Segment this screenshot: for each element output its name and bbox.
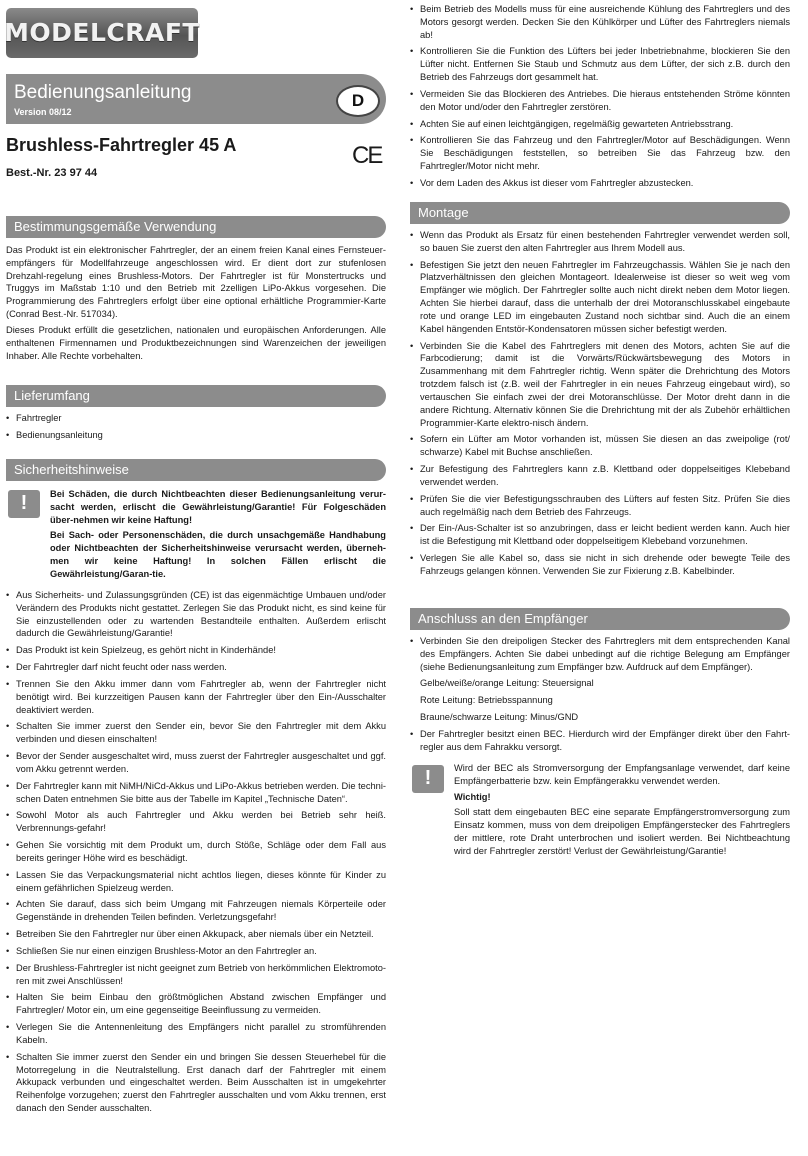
safety-list-continued [410,3,790,194]
heading-intended-use: Bestimmungsgemäße Verwendung [6,216,386,238]
list-item: • Kontrollieren Sie das Fahrzeug und den Fahrtregler/Motor auf Beschädigungen. Wenn Sie Beschädigungen feststellen, so betreiben Sie das Fahrzeug bzw. den Fahrtregler/Motor nicht mehr. [410,134,790,172]
list-item: • Der Fahrtregler besitzt einen BEC. Hierdurch wird der Empfänger direkt über den Fahrt-regler aus dem Fahrakku versorgt. [410,728,790,754]
wire-signal: Gelbe/weiße/orange Leitung: Steuersignal [420,678,594,689]
list-item: • Schalten Sie immer zuerst den Sender ein und bringen Sie dessen Steuerhebel für die Motorregelung in die Neutralstellung. Erst danach darf der Fahrtregler mit einem Akkupack verbunden und eingeschaltet werden. Beim Ausschalten ist in umgekehrter Reihenfolge vorzugehen; zuerst den Fahrtregler ausschalten und vom Akku trennen, erst danach den Sender ausschalten. [6,1051,386,1115]
article-number: Best.-Nr. 23 97 44 [6,167,98,179]
list-item: • Schließen Sie nur einen einzigen Brushless-Motor an den Fahrtregler an. [6,945,386,958]
heading-safety: Sicherheitshinweise [6,459,386,481]
warning-icon: ! [412,765,444,793]
intended-use-body [6,244,386,362]
list-item: • Zur Befestigung des Fahrtreglers kann z.B. Klettband oder doppelseitiges Klebeband verwendet werden. [410,463,790,489]
list-item: • Betreiben Sie den Fahrtregler nur über einen Akkupack, aber niemals über ein Netzteil. [6,928,386,941]
list-item: • Gehen Sie vorsichtig mit dem Produkt um, durch Stöße, Schläge oder dem Fall aus bereits geringer Höhe wird es beschädigt. [6,839,386,865]
list-item: • Verlegen Sie alle Kabel so, dass sie nicht in sich drehende oder bewegte Teile des Fahrzeugs gelangen können. Verwenden Sie zur Fixierung z.B. Kabelbinder. [410,552,790,578]
language-badge: D [336,85,380,117]
list-item: • Vermeiden Sie das Blockieren des Antriebes. Die hieraus entstehenden Ströme könnten den Motor und/oder den Fahrtregler zerstören. [410,88,790,114]
list-item: • Lassen Sie das Verpackungsmaterial nicht achtlos liegen, dieses könnte für Kinder zu einem gefährlichen Spielzeug werden. [6,869,386,895]
list-item: • Trennen Sie den Akku immer dann vom Fahrtregler ab, wenn der Fahrtregler nicht benötigt wird. Bei kurzzeitigen Pausen kann der Fahrtregler über den Ein-/Ausschalter deaktiviert werden. [6,678,386,716]
bec-note [454,762,790,858]
list-item: • Kontrollieren Sie die Funktion des Lüfters bei jeder Inbetriebnahme, blockieren Sie den Lüfter nicht. Entfernen Sie Staub und Schmutz aus dem Lüfter, der sich z.B. durch den Betrieb des Fahrzeugs dort gesammelt hat. [410,45,790,83]
list-item: • Verbinden Sie den dreipoligen Stecker des Fahrtreglers mit dem entsprechenden Kanal des Empfängers. Achten Sie dabei unbedingt auf die richtige Belegung am Empfänger (siehe Bedienungsanleitung zum Empfänger bzw. Aufdruck auf dem Empfänger). [410,635,790,673]
list-item: • Bedienungsanleitung [6,429,386,442]
list-item: • Der Fahrtregler kann mit NiMH/NiCd-Akkus und LiPo-Akkus betrieben werden. Die techni-schen Daten entnehmen Sie bitte aus der Tabelle im Kapitel „Technische Daten“. [6,780,386,806]
logo-text: MODELCRAFT [4,17,200,47]
list-item: • Das Produkt ist kein Spielzeug, es gehört nicht in Kinderhände! [6,644,386,657]
warning-icon: ! [8,490,40,518]
heading-receiver-connection: Anschluss an den Empfänger [410,608,790,630]
list-item: • Schalten Sie immer zuerst den Sender ein, bevor Sie den Fahrtregler mit dem Akku verbinden und diesen einschalten! [6,720,386,746]
intended-use-paragraph-1: Das Produkt ist ein elektronischer Fahrtregler, der an einem freien Kanal eines Fernsteuer-empfängers für Modellfahrzeuge angeschlossen wird. Er dient dort zur stufenlosen Drehzahl-regelung eines Brushless-Motors. Der Fahrtregler ist für Monstertrucks und Truggys im Maßstab 1:10 und den Betrieb mit 2zelligen LiPo-Akkus vorgesehen. Die Programmierung des Fahrtreglers erfolgt über eine optional erhältliche Programmier-Karte (Conrad Best.-Nr. 517034). [6,245,386,320]
important-label: Wichtig! [454,791,491,802]
list-item: • Beim Betrieb des Modells muss für eine ausreichende Kühlung des Fahrtreglers und des Motors gesorgt werden. Decken Sie den Kühlkörper und Lüfter des Fahrtreglers niemals ab! [410,3,790,41]
list-item: • Bevor der Sender ausgeschaltet wird, muss zuerst der Fahrtregler ausgeschaltet und ggf. vom Akku getrennt werden. [6,750,386,776]
intended-use-paragraph-2: Dieses Produkt erfüllt die gesetzlichen, nationalen und europäischen Anforderungen. Alle enthaltenen Firmennamen und Produktbezeichnungen sind Warenzeichen der jeweiligen Inhaber. Alle Rechte vorbehalten. [6,324,386,361]
brand-logo [6,8,198,58]
list-item: • Verlegen Sie die Antennenleitung des Empfängers nicht parallel zu stromführenden Kabeln. [6,1021,386,1047]
safety-warning-box [50,488,386,581]
bec-note-2: Soll statt dem eingebauten BEC eine separate Empfängerstromversorgung zum Einsatz kommen, muss von dem dreipoligen Empfängerstecker des Fahrtreglers der mittlere, rote Draht unterbrochen und isoliert werden. Bei Nichtbeachtung wird der Fahrtregler zerstört! Verlust der Gewährleistung/Garantie! [454,807,790,856]
safety-warning-1: Bei Schäden, die durch Nichtbeachten dieser Bedienungsanleitung verur-sacht werden, erlischt die Gewährleistung/Garantie! Für Folgeschäden über-nehmen wir keine Haftung! [50,489,386,525]
list-item: • Der Ein-/Aus-Schalter ist so anzubringen, dass er leicht bedient werden kann. Auch hier ist die Befestigung mit Klettband oder doppelseitigem Klebeband vorzunehmen. [410,522,790,548]
product-title: Brushless-Fahrtregler 45 A [6,135,237,155]
list-item: • Achten Sie auf einen leichtgängigen, regelmäßig gewarteten Antriebsstrang. [410,118,790,131]
list-item: • Vor dem Laden des Akkus ist dieser vom Fahrtregler abzustecken. [410,177,790,190]
safety-list [6,589,386,1119]
safety-warning-2: Bei Sach- oder Personenschäden, die durch unsachgemäße Handhabung oder Nichtbeachten der Sicherheitshinweise verursacht werden, überneh-men wir keine Haftung! In solchen Fällen erlischt die Gewährleistung/Garan-tie. [50,530,386,579]
list-item: • Halten Sie beim Einbau den größtmöglichen Abstand zwischen Empfänger und Fahrtregler/ Motor ein, um eine gegenseitige Beeinflussung zu vermeiden. [6,991,386,1017]
version-label: Version 08/12 [14,107,72,117]
list-item: • Befestigen Sie jetzt den neuen Fahrtregler im Fahrzeugchassis. Wählen Sie je nach den Platzverhältnissen den gleichen Montageort. Idealerweise ist dieser so weit weg vom Empfänger wie möglich. Der Fahrtregler sollte auch nicht direkt neben dem Motor liegen. Achten Sie hierbei darauf, dass die unterhalb der drei Motoranschlusskabel eingebaute rote und orange LED im eingebauten Zustand noch sichtbar sind. Auch die an einem Kabel hängenden Entstör-Kondensatoren müssen sicher befestigt werden. [410,259,790,336]
list-item: • Wenn das Produkt als Ersatz für einen bestehenden Fahrtregler verwendet werden soll, so bauen Sie zuerst den alten Fahrtregler aus Ihrem Modell aus. [410,229,790,255]
bec-note-1: Wird der BEC als Stromversorgung der Empfangsanlage verwendet, darf keine Empfängerbatterie bzw. kein Empfängerakku verwendet werden. [454,763,790,786]
list-item: • Aus Sicherheits- und Zulassungsgründen (CE) ist das eigenmächtige Umbauen und/oder Verändern des Produkts nicht gestattet. Zerlegen Sie das Produkt nicht, es sind keine für Sie einzustellenden oder zu wartenden Bestandteile enthalten. Außerdem erlischt dadurch die Gewährleistung/Garantie! [6,589,386,640]
list-item: • Sowohl Motor als auch Fahrtregler und Akku werden bei Betrieb sehr heiß. Verbrennungs-gefahr! [6,809,386,835]
manual-title: Bedienungsanleitung [14,82,192,103]
ce-mark-icon: CE [352,142,382,169]
manual-title-band [6,74,386,124]
list-item: • Prüfen Sie die vier Befestigungsschrauben des Lüfters auf festen Sitz. Prüfen Sie dies auch regelmäßig nach dem Betrieb des Fahrzeugs. [410,493,790,519]
wire-power: Rote Leitung: Betriebsspannung [420,695,553,706]
heading-mounting: Montage [410,202,790,224]
list-item: • Fahrtregler [6,412,386,425]
mounting-list [410,229,790,582]
scope-list [6,412,386,446]
list-item: • Der Brushless-Fahrtregler ist nicht geeignet zum Betrieb von herkömmlichen Elektromoto-ren mit zwei Anschlüssen! [6,962,386,988]
receiver-body [410,635,790,758]
wire-ground: Braune/schwarze Leitung: Minus/GND [420,712,579,723]
list-item: • Achten Sie darauf, dass sich beim Umgang mit Fahrzeugen niemals Körperteile oder Gegenstände in drehenden Teilen befinden. Verletzungsgefahr! [6,898,386,924]
list-item: • Verbinden Sie die Kabel des Fahrtreglers mit denen des Motors, achten Sie auf die Farbcodierung; damit ist die Vorwärts/Rückwärtsbewegung des Motors in Zusammenhang mit dem Fahrtregler richtig. Wenn später die Drehrichtung des Motors trotzdem falsch ist (z.B. weil der Fahrtregler in ein neues Fahrzeug eingebaut wird), so vertauschen Sie einfach zwei der drei Motoranschlüsse. Der Motor dreht dann in die andere Richtung. Alternativ können Sie die Drehrichtung mit der als Zubehör erhältlichen Programmier-Karte elektro-nisch ändern. [410,340,790,430]
list-item: • Sofern ein Lüfter am Motor vorhanden ist, müssen Sie diesen an das zweipolige (rot/ schwarze) Kabel mit Buchse anschließen. [410,433,790,459]
list-item: • Der Fahrtregler darf nicht feucht oder nass werden. [6,661,386,674]
heading-scope-of-delivery: Lieferumfang [6,385,386,407]
